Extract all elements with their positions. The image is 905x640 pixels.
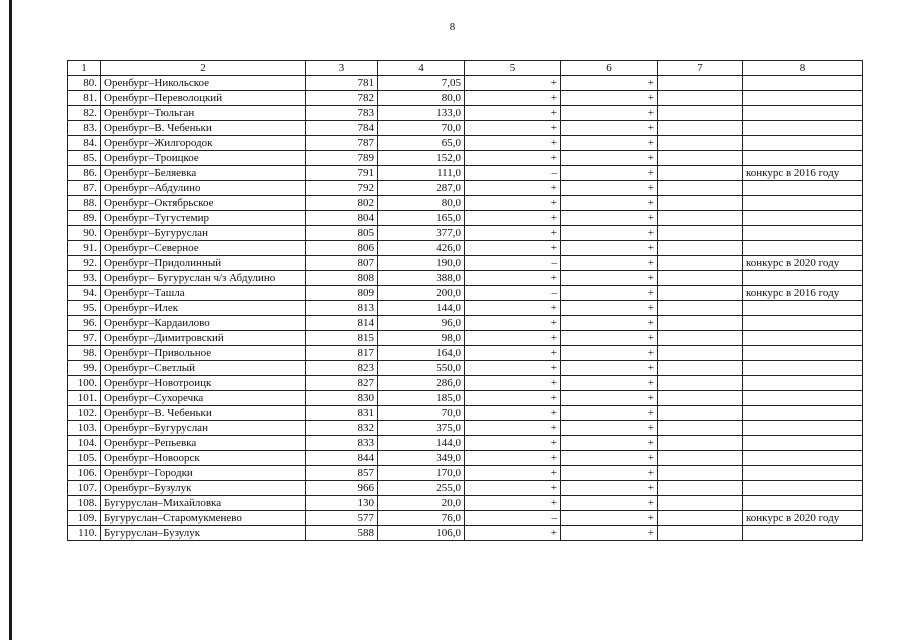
note-cell [743, 316, 863, 331]
column-7-cell [658, 136, 743, 151]
header-cell-3: 3 [306, 61, 378, 76]
note-cell [743, 181, 863, 196]
table-row [68, 466, 863, 481]
column-5-cell: + [465, 121, 561, 136]
column-7-cell [658, 331, 743, 346]
column-5-cell: + [465, 436, 561, 451]
column-6-cell: + [561, 331, 658, 346]
header-cell-6: 6 [561, 61, 658, 76]
table-row [68, 391, 863, 406]
note-cell [743, 331, 863, 346]
route-code-cell: 787 [306, 136, 378, 151]
note-cell: конкурс в 2016 году [743, 286, 863, 301]
route-name-cell: Оренбург–Бузулук [101, 481, 306, 496]
route-length-cell: 144,0 [378, 301, 465, 316]
column-6-cell: + [561, 121, 658, 136]
table-row [68, 346, 863, 361]
column-7-cell [658, 481, 743, 496]
row-number-cell: 98. [68, 346, 101, 361]
route-name-cell: Оренбург–Никольское [101, 76, 306, 91]
row-number-cell: 89. [68, 211, 101, 226]
route-length-cell: 76,0 [378, 511, 465, 526]
route-length-cell: 550,0 [378, 361, 465, 376]
route-code-cell: 808 [306, 271, 378, 286]
row-number-cell: 96. [68, 316, 101, 331]
note-cell: конкурс в 2016 году [743, 166, 863, 181]
row-number-cell: 90. [68, 226, 101, 241]
column-5-cell: + [465, 91, 561, 106]
row-number-cell: 83. [68, 121, 101, 136]
route-code-cell: 783 [306, 106, 378, 121]
column-5-cell: + [465, 76, 561, 91]
note-cell [743, 361, 863, 376]
route-name-cell: Оренбург–Тугустемир [101, 211, 306, 226]
note-cell [743, 526, 863, 541]
row-number-cell: 110. [68, 526, 101, 541]
column-5-cell: + [465, 301, 561, 316]
column-7-cell [658, 256, 743, 271]
route-name-cell: Оренбург–В. Чебеньки [101, 121, 306, 136]
route-name-cell: Оренбург–Жилгородок [101, 136, 306, 151]
table-row [68, 121, 863, 136]
route-name-cell: Оренбург–Городки [101, 466, 306, 481]
route-length-cell: 170,0 [378, 466, 465, 481]
note-cell [743, 211, 863, 226]
row-number-cell: 84. [68, 136, 101, 151]
column-6-cell: + [561, 76, 658, 91]
route-code-cell: 792 [306, 181, 378, 196]
column-7-cell [658, 376, 743, 391]
row-number-cell: 88. [68, 196, 101, 211]
route-length-cell: 70,0 [378, 121, 465, 136]
row-number-cell: 97. [68, 331, 101, 346]
table-row [68, 496, 863, 511]
table-row [68, 421, 863, 436]
column-5-cell: + [465, 451, 561, 466]
column-6-cell: + [561, 241, 658, 256]
table-row [68, 316, 863, 331]
table-row [68, 91, 863, 106]
column-5-cell: + [465, 466, 561, 481]
column-7-cell [658, 91, 743, 106]
column-7-cell [658, 181, 743, 196]
table-row [68, 286, 863, 301]
note-cell [743, 391, 863, 406]
note-cell [743, 346, 863, 361]
column-7-cell [658, 286, 743, 301]
route-length-cell: 96,0 [378, 316, 465, 331]
column-7-cell [658, 316, 743, 331]
column-6-cell: + [561, 376, 658, 391]
header-cell-2: 2 [101, 61, 306, 76]
route-length-cell: 375,0 [378, 421, 465, 436]
route-code-cell: 789 [306, 151, 378, 166]
header-cell-5: 5 [465, 61, 561, 76]
row-number-cell: 109. [68, 511, 101, 526]
table-row [68, 226, 863, 241]
route-code-cell: 814 [306, 316, 378, 331]
note-cell [743, 481, 863, 496]
route-length-cell: 255,0 [378, 481, 465, 496]
route-code-cell: 817 [306, 346, 378, 361]
row-number-cell: 82. [68, 106, 101, 121]
route-name-cell: Оренбург–Светлый [101, 361, 306, 376]
column-6-cell: + [561, 316, 658, 331]
row-number-cell: 105. [68, 451, 101, 466]
route-code-cell: 130 [306, 496, 378, 511]
row-number-cell: 99. [68, 361, 101, 376]
column-6-cell: + [561, 496, 658, 511]
column-5-cell: + [465, 136, 561, 151]
column-7-cell [658, 511, 743, 526]
column-6-cell: + [561, 301, 658, 316]
column-5-cell: + [465, 271, 561, 286]
column-6-cell: + [561, 106, 658, 121]
column-6-cell: + [561, 466, 658, 481]
note-cell [743, 76, 863, 91]
table-row [68, 361, 863, 376]
route-code-cell: 813 [306, 301, 378, 316]
route-code-cell: 806 [306, 241, 378, 256]
route-name-cell: Оренбург–В. Чебеньки [101, 406, 306, 421]
route-name-cell: Бугуруслан–Михайловка [101, 496, 306, 511]
note-cell [743, 406, 863, 421]
row-number-cell: 100. [68, 376, 101, 391]
row-number-cell: 93. [68, 271, 101, 286]
column-6-cell: + [561, 271, 658, 286]
column-7-cell [658, 496, 743, 511]
route-length-cell: 165,0 [378, 211, 465, 226]
row-number-cell: 106. [68, 466, 101, 481]
row-number-cell: 87. [68, 181, 101, 196]
column-5-cell: + [465, 241, 561, 256]
route-code-cell: 807 [306, 256, 378, 271]
route-length-cell: 377,0 [378, 226, 465, 241]
route-code-cell: 802 [306, 196, 378, 211]
column-6-cell: + [561, 286, 658, 301]
column-6-cell: + [561, 256, 658, 271]
column-7-cell [658, 301, 743, 316]
route-length-cell: 133,0 [378, 106, 465, 121]
header-cell-1: 1 [68, 61, 101, 76]
note-cell [743, 226, 863, 241]
route-code-cell: 784 [306, 121, 378, 136]
route-length-cell: 287,0 [378, 181, 465, 196]
route-name-cell: Оренбург–Илек [101, 301, 306, 316]
route-length-cell: 152,0 [378, 151, 465, 166]
route-code-cell: 781 [306, 76, 378, 91]
column-6-cell: + [561, 181, 658, 196]
column-5-cell: + [465, 196, 561, 211]
column-5-cell: – [465, 511, 561, 526]
note-cell [743, 121, 863, 136]
route-name-cell: Оренбург–Новотроицк [101, 376, 306, 391]
table-row [68, 526, 863, 541]
column-5-cell: + [465, 346, 561, 361]
column-7-cell [658, 166, 743, 181]
route-length-cell: 286,0 [378, 376, 465, 391]
route-length-cell: 185,0 [378, 391, 465, 406]
route-code-cell: 831 [306, 406, 378, 421]
route-code-cell: 815 [306, 331, 378, 346]
route-name-cell: Оренбург–Ташла [101, 286, 306, 301]
column-7-cell [658, 271, 743, 286]
header-cell-4: 4 [378, 61, 465, 76]
note-cell [743, 241, 863, 256]
column-5-cell: + [465, 316, 561, 331]
route-code-cell: 577 [306, 511, 378, 526]
column-5-cell: + [465, 496, 561, 511]
table-row [68, 301, 863, 316]
column-7-cell [658, 226, 743, 241]
route-code-cell: 791 [306, 166, 378, 181]
table-row [68, 136, 863, 151]
column-6-cell: + [561, 451, 658, 466]
column-5-cell: – [465, 256, 561, 271]
route-name-cell: Бугуруслан–Старомукменево [101, 511, 306, 526]
column-6-cell: + [561, 526, 658, 541]
table-row [68, 256, 863, 271]
column-7-cell [658, 406, 743, 421]
route-length-cell: 349,0 [378, 451, 465, 466]
table-row [68, 181, 863, 196]
route-name-cell: Оренбург–Репьевка [101, 436, 306, 451]
header-cell-8: 8 [743, 61, 863, 76]
row-number-cell: 94. [68, 286, 101, 301]
column-5-cell: + [465, 361, 561, 376]
route-name-cell: Оренбург–Привольное [101, 346, 306, 361]
route-code-cell: 823 [306, 361, 378, 376]
note-cell: конкурс в 2020 году [743, 256, 863, 271]
route-code-cell: 832 [306, 421, 378, 436]
column-6-cell: + [561, 196, 658, 211]
note-cell [743, 496, 863, 511]
column-6-cell: + [561, 211, 658, 226]
column-6-cell: + [561, 91, 658, 106]
column-7-cell [658, 211, 743, 226]
note-cell [743, 466, 863, 481]
column-6-cell: + [561, 436, 658, 451]
column-6-cell: + [561, 346, 658, 361]
page-number: 8 [449, 21, 456, 33]
row-number-cell: 103. [68, 421, 101, 436]
column-5-cell: – [465, 286, 561, 301]
route-code-cell: 830 [306, 391, 378, 406]
route-name-cell: Оренбург–Кардаилово [101, 316, 306, 331]
route-name-cell: Оренбург–Тюльган [101, 106, 306, 121]
column-6-cell: + [561, 391, 658, 406]
route-length-cell: 7,05 [378, 76, 465, 91]
note-cell [743, 136, 863, 151]
route-length-cell: 144,0 [378, 436, 465, 451]
column-6-cell: + [561, 151, 658, 166]
route-name-cell: Оренбург–Беляевка [101, 166, 306, 181]
note-cell [743, 151, 863, 166]
route-code-cell: 827 [306, 376, 378, 391]
table-row [68, 241, 863, 256]
route-code-cell: 804 [306, 211, 378, 226]
route-length-cell: 111,0 [378, 166, 465, 181]
route-code-cell: 805 [306, 226, 378, 241]
row-number-cell: 81. [68, 91, 101, 106]
route-name-cell: Оренбург–Бугуруслан [101, 226, 306, 241]
column-7-cell [658, 526, 743, 541]
row-number-cell: 85. [68, 151, 101, 166]
routes-table [67, 60, 863, 541]
column-5-cell: + [465, 481, 561, 496]
route-length-cell: 106,0 [378, 526, 465, 541]
note-cell [743, 271, 863, 286]
column-6-cell: + [561, 511, 658, 526]
table-body [68, 76, 863, 541]
column-5-cell: + [465, 331, 561, 346]
route-name-cell: Оренбург–Переволоцкий [101, 91, 306, 106]
route-length-cell: 190,0 [378, 256, 465, 271]
column-7-cell [658, 196, 743, 211]
header-cell-7: 7 [658, 61, 743, 76]
row-number-cell: 95. [68, 301, 101, 316]
column-7-cell [658, 436, 743, 451]
row-number-cell: 102. [68, 406, 101, 421]
route-length-cell: 426,0 [378, 241, 465, 256]
note-cell [743, 451, 863, 466]
route-name-cell: Оренбург–Абдулино [101, 181, 306, 196]
column-5-cell: + [465, 406, 561, 421]
route-code-cell: 844 [306, 451, 378, 466]
table-row [68, 196, 863, 211]
table-row [68, 376, 863, 391]
route-name-cell: Оренбург– Бугуруслан ч/з Абдулино [101, 271, 306, 286]
table-row [68, 406, 863, 421]
table-row [68, 331, 863, 346]
route-length-cell: 164,0 [378, 346, 465, 361]
route-code-cell: 966 [306, 481, 378, 496]
table-row [68, 151, 863, 166]
note-cell: конкурс в 2020 году [743, 511, 863, 526]
table-row [68, 211, 863, 226]
row-number-cell: 80. [68, 76, 101, 91]
table-row [68, 106, 863, 121]
column-5-cell: + [465, 526, 561, 541]
route-length-cell: 80,0 [378, 196, 465, 211]
route-length-cell: 65,0 [378, 136, 465, 151]
table-row [68, 76, 863, 91]
route-name-cell: Оренбург–Димитровский [101, 331, 306, 346]
route-code-cell: 833 [306, 436, 378, 451]
column-7-cell [658, 361, 743, 376]
column-5-cell: + [465, 181, 561, 196]
table-row [68, 511, 863, 526]
route-name-cell: Оренбург–Новоорск [101, 451, 306, 466]
column-6-cell: + [561, 136, 658, 151]
table-row [68, 436, 863, 451]
column-5-cell: + [465, 391, 561, 406]
route-code-cell: 782 [306, 91, 378, 106]
column-7-cell [658, 106, 743, 121]
row-number-cell: 86. [68, 166, 101, 181]
row-number-cell: 108. [68, 496, 101, 511]
row-number-cell: 91. [68, 241, 101, 256]
route-name-cell: Оренбург–Сухоречка [101, 391, 306, 406]
route-name-cell: Бугуруслан–Бузулук [101, 526, 306, 541]
route-length-cell: 70,0 [378, 406, 465, 421]
column-7-cell [658, 121, 743, 136]
route-name-cell: Оренбург–Северное [101, 241, 306, 256]
note-cell [743, 301, 863, 316]
column-6-cell: + [561, 421, 658, 436]
column-7-cell [658, 421, 743, 436]
note-cell [743, 376, 863, 391]
table-row [68, 481, 863, 496]
route-name-cell: Оренбург–Троицкое [101, 151, 306, 166]
table-row [68, 271, 863, 286]
column-6-cell: + [561, 166, 658, 181]
column-6-cell: + [561, 406, 658, 421]
column-5-cell: + [465, 421, 561, 436]
column-7-cell [658, 391, 743, 406]
note-cell [743, 421, 863, 436]
column-5-cell: + [465, 106, 561, 121]
column-7-cell [658, 151, 743, 166]
route-length-cell: 388,0 [378, 271, 465, 286]
row-number-cell: 92. [68, 256, 101, 271]
table-header-row [68, 61, 863, 76]
column-7-cell [658, 346, 743, 361]
route-name-cell: Оренбург–Придолинный [101, 256, 306, 271]
route-name-cell: Оренбург–Октябрьское [101, 196, 306, 211]
route-length-cell: 20,0 [378, 496, 465, 511]
column-5-cell: + [465, 151, 561, 166]
route-length-cell: 98,0 [378, 331, 465, 346]
route-name-cell: Оренбург–Бугуруслан [101, 421, 306, 436]
table-row [68, 451, 863, 466]
row-number-cell: 101. [68, 391, 101, 406]
note-cell [743, 196, 863, 211]
column-7-cell [658, 466, 743, 481]
column-6-cell: + [561, 361, 658, 376]
note-cell [743, 91, 863, 106]
route-code-cell: 809 [306, 286, 378, 301]
column-5-cell: – [465, 166, 561, 181]
column-7-cell [658, 76, 743, 91]
note-cell [743, 436, 863, 451]
row-number-cell: 107. [68, 481, 101, 496]
table-row [68, 166, 863, 181]
note-cell [743, 106, 863, 121]
route-code-cell: 588 [306, 526, 378, 541]
column-5-cell: + [465, 226, 561, 241]
route-length-cell: 200,0 [378, 286, 465, 301]
route-length-cell: 80,0 [378, 91, 465, 106]
route-code-cell: 857 [306, 466, 378, 481]
column-6-cell: + [561, 481, 658, 496]
column-6-cell: + [561, 226, 658, 241]
column-5-cell: + [465, 376, 561, 391]
scan-edge-line [9, 0, 12, 640]
column-7-cell [658, 451, 743, 466]
column-7-cell [658, 241, 743, 256]
row-number-cell: 104. [68, 436, 101, 451]
column-5-cell: + [465, 211, 561, 226]
